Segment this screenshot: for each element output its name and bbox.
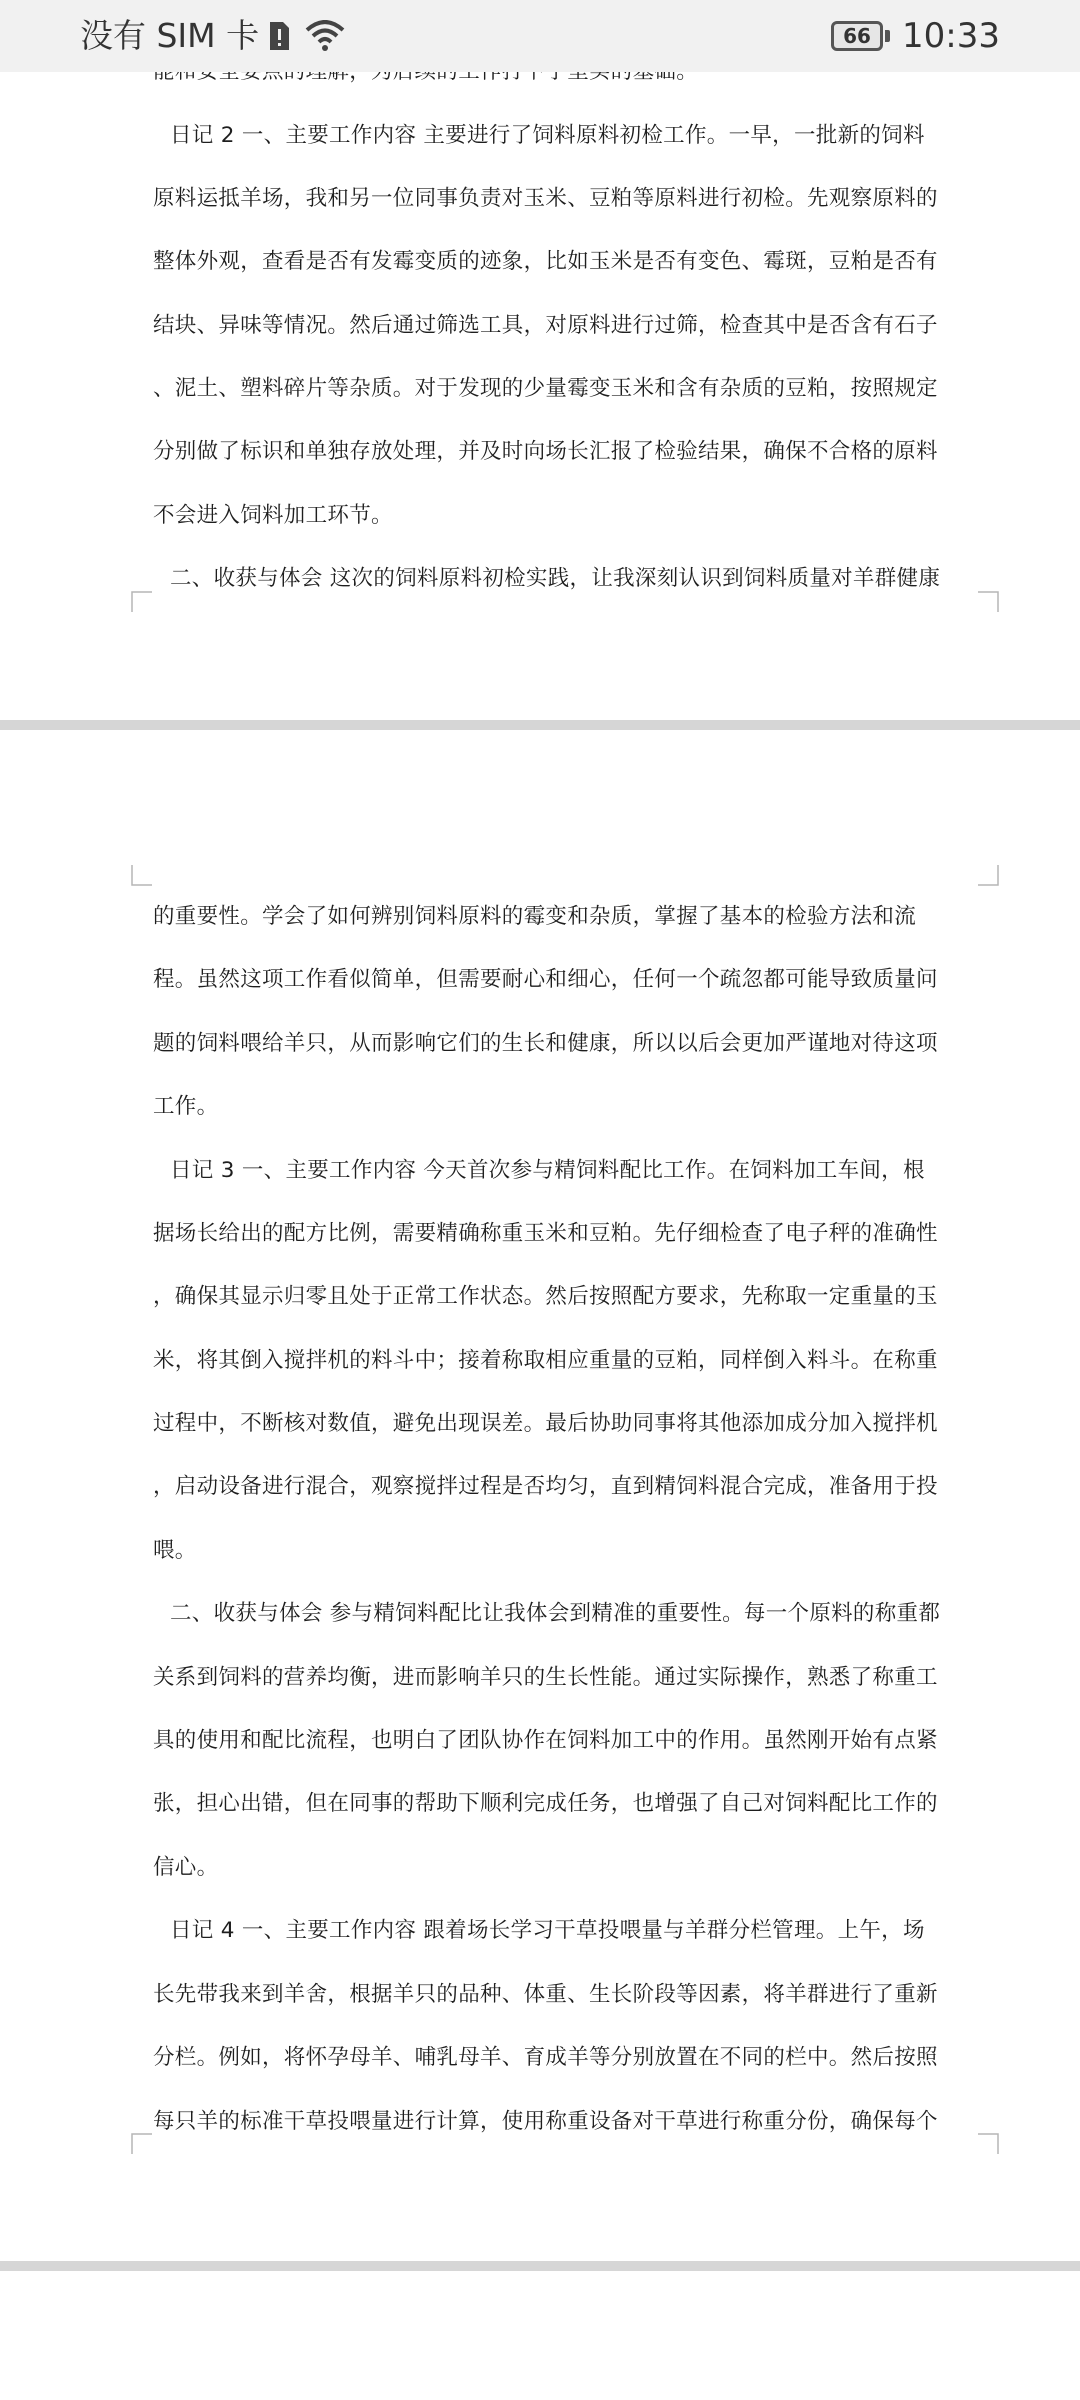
margin-corner-mark (977, 2133, 999, 2155)
text-line: 喂。 (153, 1538, 197, 1563)
text-line: 程。虽然这项工作看似简单，但需要耐心和细心，任何一个疏忽都可能导致质量问 (153, 967, 938, 992)
text-line: 张，担心出错，但在同事的帮助下顺利完成任务，也增强了自己对饲料配比工作的 (153, 1791, 938, 1816)
page-separator (0, 720, 1080, 730)
text-line: ，确保其显示归零且处于正常工作状态。然后按照配方要求，先称取一定重量的玉 (153, 1284, 938, 1309)
page-separator (0, 2261, 1080, 2271)
margin-corner-mark (977, 591, 999, 613)
carrier-status (80, 10, 345, 62)
text-line: 分栏。例如，将怀孕母羊、哺乳母羊、育成羊等分别放置在不同的栏中。然后按照 (153, 2045, 938, 2070)
battery-tip (885, 30, 890, 42)
clock: 10:33 (902, 16, 1000, 56)
margin-corner-mark (131, 2133, 153, 2155)
text-line: 日记 2 一、主要工作内容 主要进行了饲料原料初检工作。一早，一批新的饲料 (170, 123, 925, 148)
document-page-1[interactable] (153, 57, 970, 617)
text-line: 二、收获与体会 这次的饲料原料初检实践，让我深刻认识到饲料质量对羊群健康 (170, 566, 941, 591)
text-line: 日记 4 一、主要工作内容 跟着场长学习干草投喂量与羊群分栏管理。上午，场 (170, 1918, 925, 1943)
text-line: 整体外观，查看是否有发霉变质的迹象，比如玉米是否有变色、霉斑，豆粕是否有 (153, 249, 938, 274)
text-line: 工作。 (153, 1094, 219, 1119)
text-line: 具的使用和配比流程，也明白了团队协作在饲料加工中的作用。虽然刚开始有点紧 (153, 1728, 938, 1753)
text-line: 每只羊的标准干草投喂量进行计算，使用称重设备对干草进行称重分份，确保每个 (153, 2109, 938, 2134)
text-line: 分别做了标识和单独存放处理，并及时向场长汇报了检验结果，确保不合格的原料 (153, 439, 938, 464)
text-line: 米，将其倒入搅拌机的料斗中；接着称取相应重量的豆粕，同样倒入料斗。在称重 (153, 1348, 938, 1373)
text-line: 的重要性。学会了如何辨别饲料原料的霉变和杂质，掌握了基本的检验方法和流 (153, 904, 917, 929)
text-line: 题的饲料喂给羊只，从而影响它们的生长和健康，所以以后会更加严谨地对待这项 (153, 1031, 938, 1056)
wifi-icon (305, 20, 345, 52)
carrier-label: 没有 SIM 卡 (80, 16, 260, 55)
text-line: 不会进入饲料加工环节。 (153, 503, 393, 528)
text-line: 结块、异味等情况。然后通过筛选工具，对原料进行过筛，检查其中是否含有石子 (153, 313, 938, 338)
text-line: 、泥土、塑料碎片等杂质。对于发现的少量霉变玉米和含有杂质的豆粕，按照规定 (153, 376, 938, 401)
text-line: 关系到饲料的营养均衡，进而影响羊只的生长性能。通过实际操作，熟悉了称重工 (153, 1665, 938, 1690)
text-line: 原料运抵羊场，我和另一位同事负责对玉米、豆粕等原料进行初检。先观察原料的 (153, 186, 938, 211)
battery-level: 66 (843, 24, 871, 48)
text-line: 据场长给出的配方比例，需要精确称重玉米和豆粕。先仔细检查了电子秤的准确性 (153, 1221, 938, 1246)
battery-icon (831, 21, 883, 51)
text-line: 日记 3 一、主要工作内容 今天首次参与精饲料配比工作。在饲料加工车间，根 (170, 1158, 925, 1183)
margin-corner-mark (131, 864, 153, 886)
text-line: 长先带我来到羊舍，根据羊只的品种、体重、生长阶段等因素，将羊群进行了重新 (153, 1982, 938, 2007)
text-line: 过程中，不断核对数值，避免出现误差。最后协助同事将其他添加成分加入搅拌机 (153, 1411, 938, 1436)
sim-alert-icon (267, 20, 291, 52)
margin-corner-mark (977, 864, 999, 886)
document-page-2[interactable] (153, 902, 970, 2142)
text-line: 二、收获与体会 参与精饲料配比让我体会到精准的重要性。每一个原料的称重都 (170, 1601, 941, 1626)
margin-corner-mark (131, 591, 153, 613)
status-bar (0, 0, 1080, 72)
text-line: ，启动设备进行混合，观察搅拌过程是否均匀，直到精饲料混合完成，准备用于投 (153, 1474, 938, 1499)
system-status (831, 10, 1000, 62)
text-line: 信心。 (153, 1855, 219, 1880)
